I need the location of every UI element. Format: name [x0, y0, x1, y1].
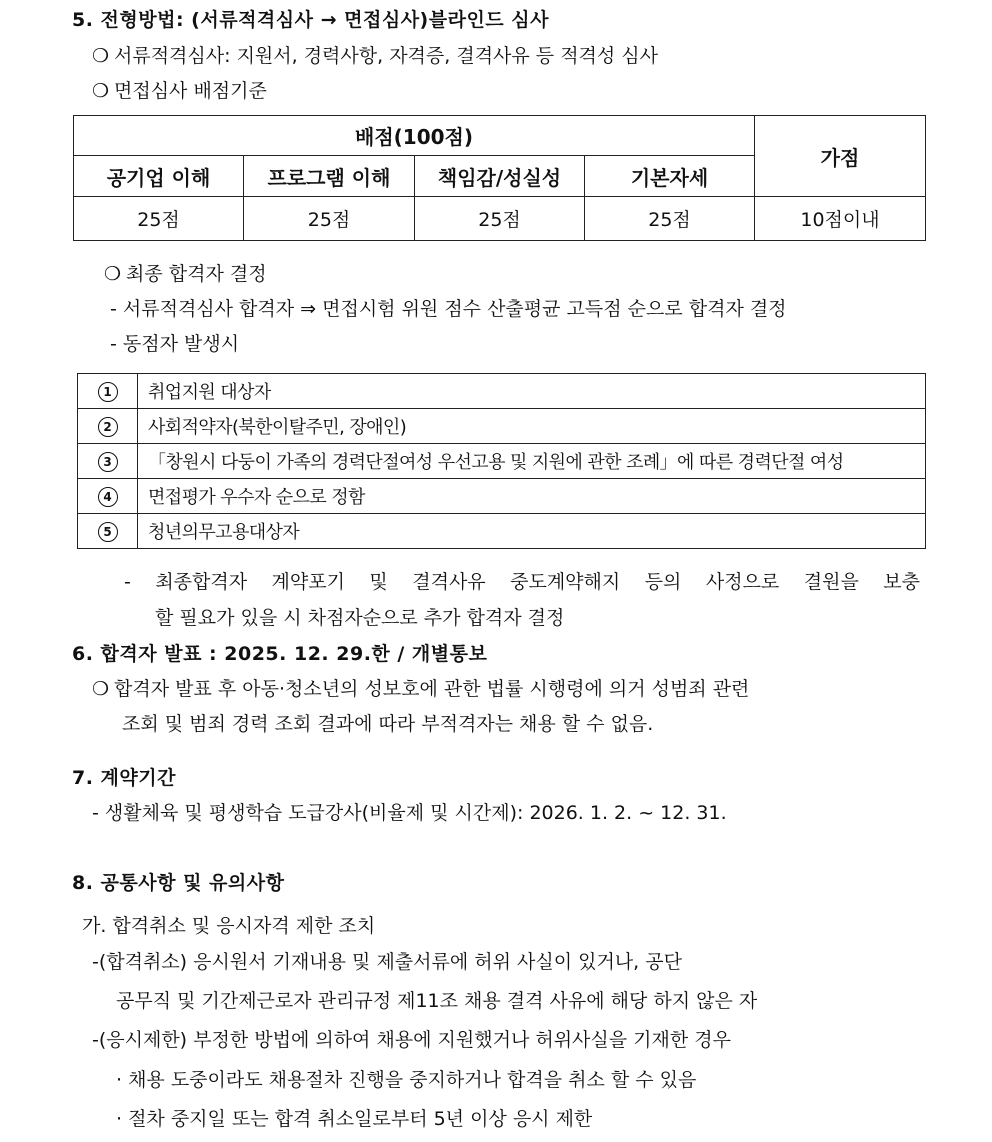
score-value-cell: 25점 — [415, 197, 585, 241]
section-5-bullet-1-text: 서류적격심사: 지원서, 경력사항, 자격증, 결격사유 등 적격성 심사 — [114, 45, 659, 67]
score-column-header: 프로그램 이해 — [244, 156, 415, 197]
note-word: - — [124, 571, 131, 593]
section-8-line-4: · 채용 도중이라도 채용절차 진행을 중지하거나 합격을 취소 할 수 있음 — [116, 1069, 697, 1091]
section-6-bullet — [92, 677, 749, 701]
circled-number-icon: 4 — [98, 487, 118, 507]
bonus-value-cell: 10점이내 — [755, 197, 926, 241]
table-row — [78, 374, 926, 409]
score-group-header: 배점(100점) — [74, 116, 755, 156]
row-text-cell: 면접평가 우수자 순으로 정함 — [138, 479, 926, 514]
score-value-cell: 25점 — [74, 197, 244, 241]
section-5-bullet-2-text: 면접심사 배점기준 — [114, 80, 267, 102]
section-8-title: 8. 공통사항 및 유의사항 — [72, 872, 285, 894]
score-value-cell: 25점 — [244, 197, 415, 241]
table-row — [78, 444, 926, 479]
note-word: 등의 — [644, 571, 682, 593]
score-value-cell: 25점 — [585, 197, 755, 241]
note-word: 결원을 — [803, 571, 859, 593]
final-decision-detail-1: - 서류적격심사 합격자 ⇒ 면접시험 위원 점수 산출평균 고득점 순으로 합격자 결정 — [110, 298, 787, 320]
score-column-header: 기본자세 — [585, 156, 755, 197]
circled-number-icon: 1 — [98, 382, 118, 402]
tie-break-table — [77, 373, 926, 549]
section-5-bullet-2 — [92, 79, 267, 103]
row-number-cell — [78, 479, 138, 514]
section-8-line-1: -(합격취소) 응시원서 기재내용 및 제출서류에 허위 사실이 있거나, 공단 — [92, 951, 682, 973]
final-decision-bullet — [104, 262, 267, 286]
section-8-subheading: 가. 합격취소 및 응시자격 제한 조치 — [82, 915, 376, 937]
note-word: 결격사유 — [412, 571, 486, 593]
section-7-title: 7. 계약기간 — [72, 767, 176, 789]
section-6-line-1: 합격자 발표 후 아동·청소년의 성보호에 관한 법률 시행령에 의거 성범죄 관련 — [114, 678, 750, 700]
score-table — [73, 115, 926, 241]
row-text-cell: 청년의무고용대상자 — [138, 514, 926, 549]
row-number-cell — [78, 444, 138, 479]
bullet-icon: ❍ — [104, 263, 122, 285]
bullet-icon: ❍ — [92, 45, 110, 67]
final-decision-text: 최종 합격자 결정 — [126, 263, 267, 285]
circled-number-icon: 3 — [98, 452, 118, 472]
section-8-line-3: -(응시제한) 부정한 방법에 의하여 채용에 지원했거나 허위사실을 기재한 경우 — [92, 1029, 731, 1051]
score-column-header: 책임감/성실성 — [415, 156, 585, 197]
row-number-cell — [78, 374, 138, 409]
section-7-line-1: - 생활체육 및 평생학습 도급강사(비율제 및 시간제): 2026. 1. 2. ~ 12. 31. — [92, 802, 727, 824]
row-text-cell: 「창원시 다둥이 가족의 경력단절여성 우선고용 및 지원에 관한 조례」에 따른 경력단절 여성 — [138, 444, 926, 479]
note-word: 최종합격자 — [155, 571, 248, 593]
circled-number-icon: 5 — [98, 522, 118, 542]
section-8-line-2: 공무직 및 기간제근로자 관리규정 제11조 채용 결격 사유에 해당 하지 않은 자 — [116, 990, 758, 1012]
table-row — [78, 479, 926, 514]
note-word: 및 — [369, 571, 388, 593]
score-column-header: 공기업 이해 — [74, 156, 244, 197]
bullet-icon: ❍ — [92, 678, 110, 700]
section-6-line-2: 조회 및 범죄 경력 조회 결과에 따라 부적격자는 채용 할 수 없음. — [122, 713, 654, 735]
circled-number-icon: 2 — [98, 417, 118, 437]
row-text-cell: 취업지원 대상자 — [138, 374, 926, 409]
note-word: 사정으로 — [705, 571, 780, 593]
note-word: 계약포기 — [271, 571, 345, 593]
section-6-title: 6. 합격자 발표 : 2025. 12. 29.한 / 개별통보 — [72, 643, 488, 665]
table-row — [78, 514, 926, 549]
section-5-bullet-1 — [92, 44, 658, 68]
vacancy-note-line-1 — [124, 570, 920, 594]
section-8-line-5: · 절차 중지일 또는 합격 취소일로부터 5년 이상 응시 제한 — [116, 1108, 593, 1130]
row-number-cell — [78, 409, 138, 444]
vacancy-note-line-2: 할 필요가 있을 시 차점자순으로 추가 합격자 결정 — [155, 607, 565, 629]
bullet-icon: ❍ — [92, 80, 110, 102]
bonus-header: 가점 — [755, 116, 926, 197]
note-word: 중도계약해지 — [510, 571, 621, 593]
section-5-title: 5. 전형방법: (서류적격심사 → 면접심사)블라인드 심사 — [72, 9, 549, 31]
table-row — [78, 409, 926, 444]
row-number-cell — [78, 514, 138, 549]
note-word: 보충 — [883, 571, 920, 593]
final-decision-detail-2: - 동점자 발생시 — [110, 333, 240, 355]
row-text-cell: 사회적약자(북한이탈주민, 장애인) — [138, 409, 926, 444]
